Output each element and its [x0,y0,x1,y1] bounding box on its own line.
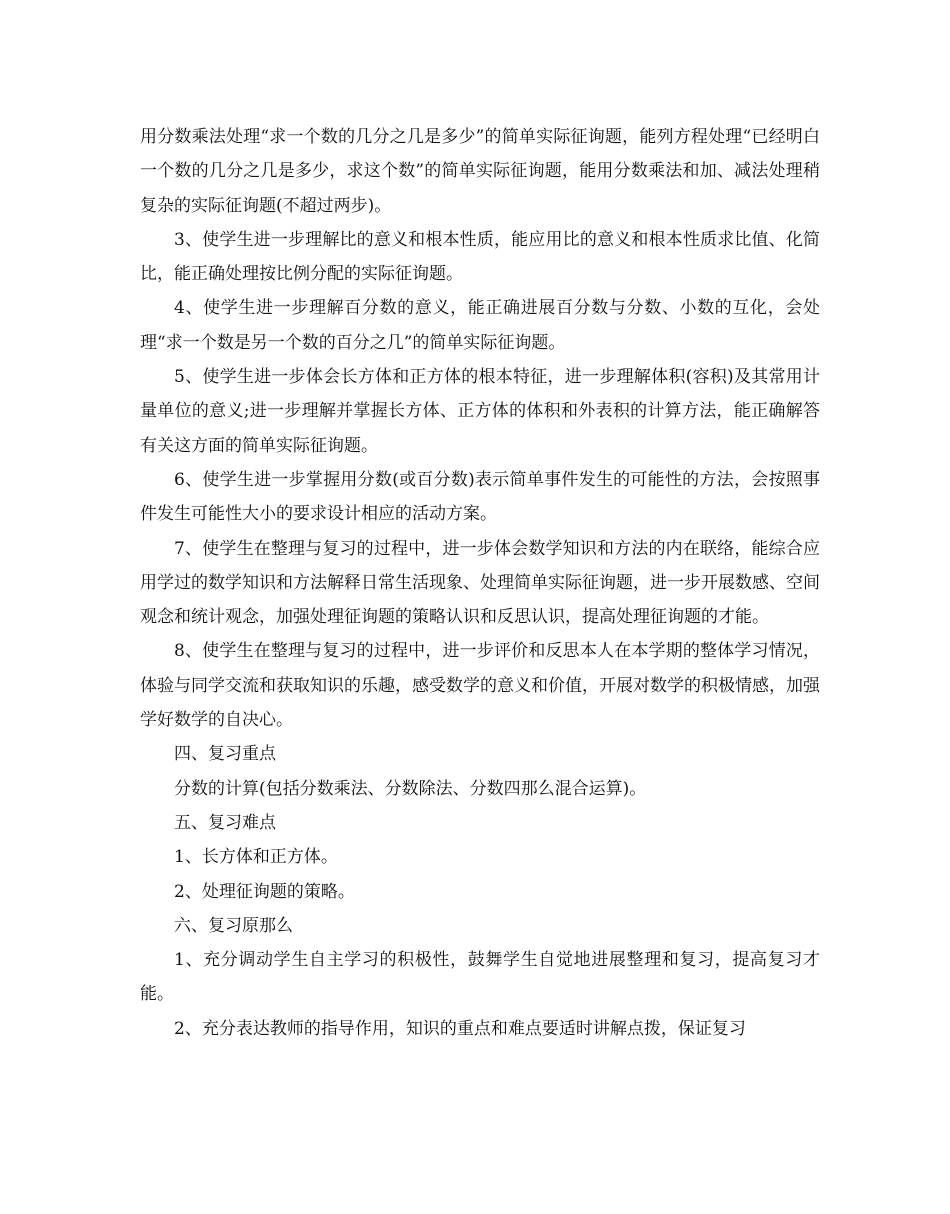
paragraph-review-focus: 分数的计算(包括分数乘法、分数除法、分数四那么混合运算)。 [174,778,647,799]
section-heading-review-focus: 四、复习重点 [174,744,276,765]
paragraph-objective-7: 7、使学生在整理与复习的过程中，进一步体会数学知识和方法的内在联络，能综合应用学过的数学知识和方法解释日常生活现象、处理简单实际征询题，进一步开展数感、空间观念和统计观念，加强处理征询题的策略认识和反思认识，提高处理征询题的才能。 [140,538,820,628]
section-heading-review-principles: 六、复习原那么 [174,915,293,936]
paragraph-objective-6: 6、使学生进一步掌握用分数(或百分数)表示简单事件发生的可能性的方法，会按照事件发生可能性大小的要求设计相应的活动方案。 [140,469,820,525]
document-body [140,120,820,1046]
paragraph-difficulty-1: 1、长方体和正方体。 [174,847,338,868]
paragraph-continuation: 用分数乘法处理“求一个数的几分之几是多少”的简单实际征询题，能列方程处理“已经明白一个数的几分之几是多少，求这个数”的简单实际征询题，能用分数乘法和加、减法处理稍复杂的实际征询题(不超过两步)。 [140,127,820,216]
paragraph-principle-2: 2、充分表达教师的指导作用，知识的重点和难点要适时讲解点拨，保证复习 [174,1018,746,1039]
paragraph-objective-3: 3、使学生进一步理解比的意义和根本性质，能应用比的意义和根本性质求比值、化简比，能正确处理按比例分配的实际征询题。 [140,229,820,285]
paragraph-difficulty-2: 2、处理征询题的策略。 [174,881,355,902]
paragraph-objective-8: 8、使学生在整理与复习的过程中，进一步评价和反思本人在本学期的整体学习情况，体验与同学交流和获取知识的乐趣，感受数学的意义和价值，开展对数学的积极情感，加强学好数学的自决心。 [140,641,820,731]
paragraph-objective-4: 4、使学生进一步理解百分数的意义，能正确进展百分数与分数、小数的互化，会处理“求一个数是另一个数的百分之几”的简单实际征询题。 [140,298,820,353]
paragraph-principle-1: 1、充分调动学生自主学习的积极性，鼓舞学生自觉地进展整理和复习，提高复习才能。 [140,950,820,1005]
section-heading-review-difficulty: 五、复习难点 [174,812,276,833]
paragraph-objective-5: 5、使学生进一步体会长方体和正方体的根本特征，进一步理解体积(容积)及其常用计量单位的意义;进一步理解并掌握长方体、正方体的体积和外表积的计算方法，能正确解答有关这方面的简单实际征询题。 [140,367,820,456]
